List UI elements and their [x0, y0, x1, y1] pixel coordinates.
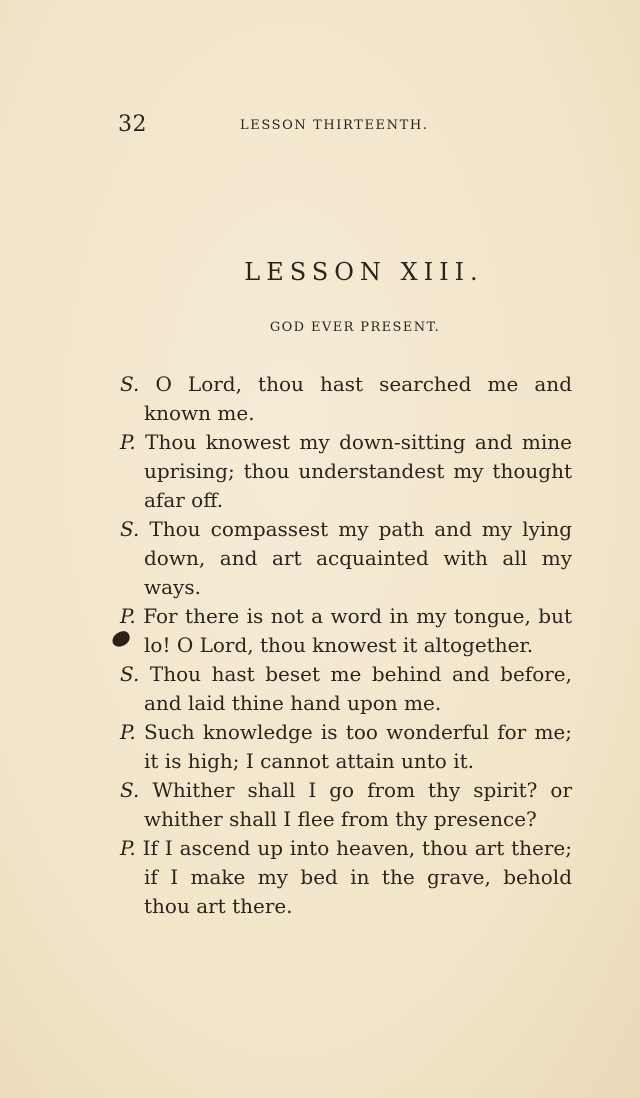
verse — [120, 718, 572, 776]
verse-list — [120, 370, 572, 921]
verse-text: Such knowledge is too wonderful for me; it is high; I cannot attain unto it. — [143, 720, 572, 773]
verse — [120, 602, 572, 660]
verse-text: For there is not a word in my tongue, but lo! O Lord, thou knowest it altogether. — [143, 604, 572, 657]
verse — [120, 660, 572, 718]
speaker-label: P. — [120, 430, 136, 454]
verse — [120, 776, 572, 834]
speaker-label: P. — [120, 720, 136, 744]
speaker-label: S. — [120, 778, 140, 802]
verse-text: If I ascend up into heaven, thou art there; if I make my bed in the grave, behold thou art there. — [142, 836, 572, 918]
verse-text: Whither shall I go from thy spirit? or whither shall I flee from thy presence? — [144, 778, 572, 831]
speaker-label: S. — [120, 372, 140, 396]
lesson-subtitle: GOD EVER PRESENT. — [269, 320, 441, 335]
verse-text: Thou compassest my path and my lying down, and art acquainted with all my ways. — [144, 517, 572, 599]
page-number: 32 — [118, 112, 147, 137]
running-head — [118, 112, 570, 142]
speaker-label: S. — [120, 662, 140, 686]
verse — [120, 370, 572, 428]
verse-text: Thou knowest my down-sitting and mine uprising; thou understandest my thought afar off. — [144, 430, 572, 512]
speaker-label: P. — [120, 836, 136, 860]
verse — [120, 834, 572, 921]
running-title: LESSON THIRTEENTH. — [240, 118, 429, 133]
speaker-label: P. — [120, 604, 136, 628]
verse — [120, 428, 572, 515]
verse-text: O Lord, thou hast searched me and known me. — [144, 372, 572, 425]
verse-text: Thou hast beset me behind and before, and laid thine hand upon me. — [144, 662, 573, 715]
speaker-label: S. — [120, 517, 140, 541]
lesson-title: LESSON XIII. — [244, 258, 484, 286]
verse — [120, 515, 572, 602]
